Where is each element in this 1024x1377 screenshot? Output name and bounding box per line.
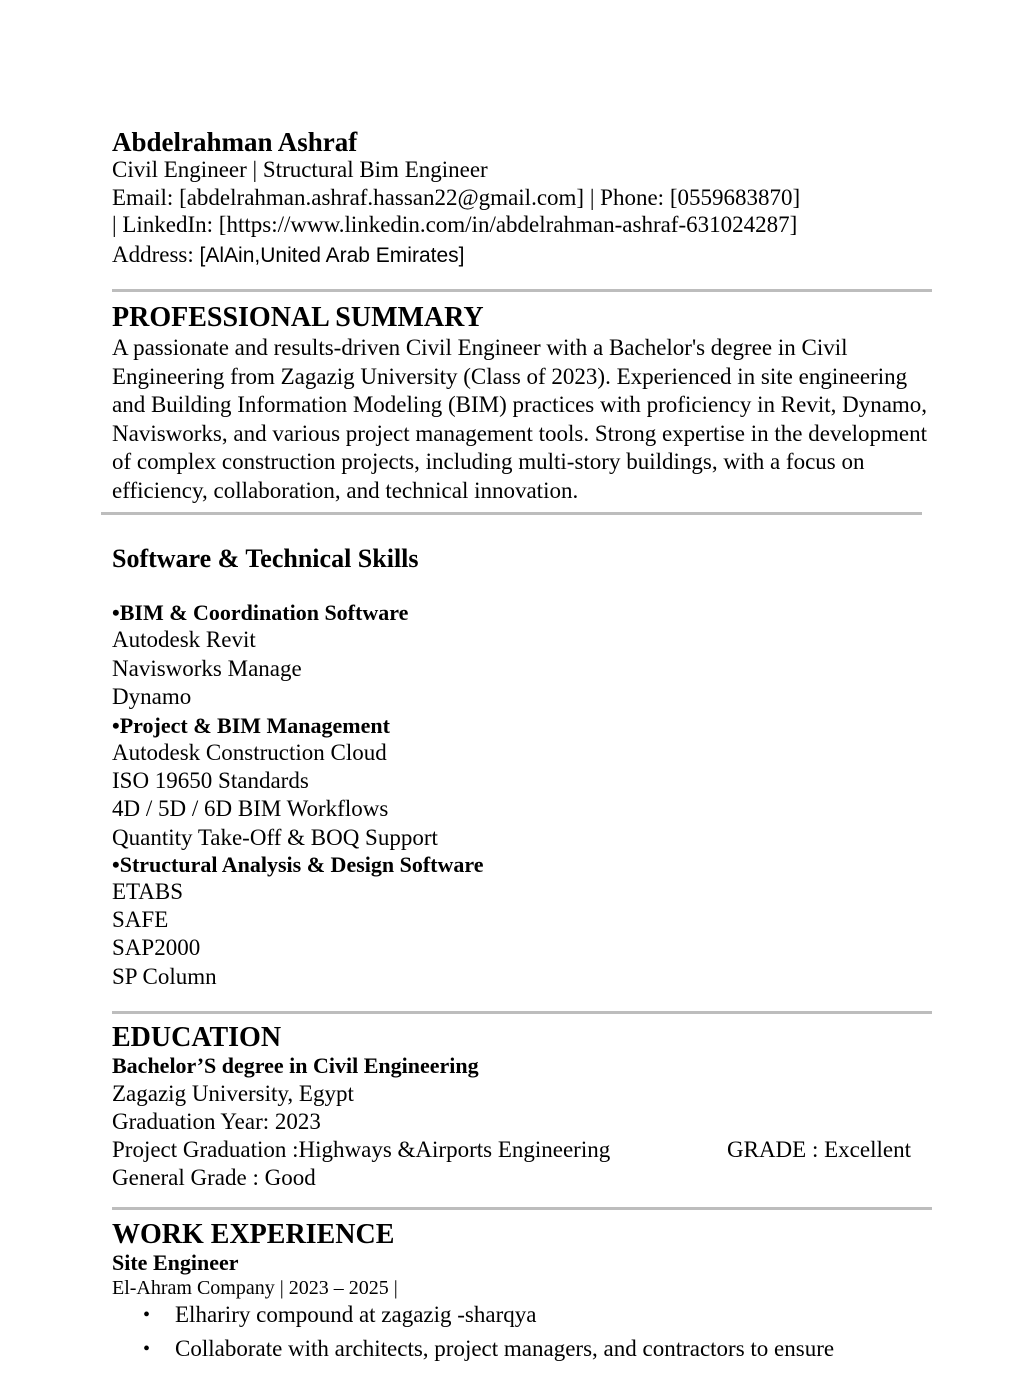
divider-after-summary <box>101 512 922 515</box>
address-line <box>112 243 464 266</box>
general-grade: General Grade : Good <box>112 1165 316 1190</box>
skill-item: SAP2000 <box>112 935 201 960</box>
skill-group-title-structural: •Structural Analysis & Design Software <box>112 852 484 877</box>
skill-item: SAFE <box>112 907 169 932</box>
skill-item: Navisworks Manage <box>112 656 302 681</box>
skills-heading: Software & Technical Skills <box>112 544 419 573</box>
experience-bullet: Elhariry compound at zagazig -sharqya <box>175 1302 537 1327</box>
graduation-project: Project Graduation :Highways &Airports Engineering <box>112 1137 611 1162</box>
summary-heading: PROFESSIONAL SUMMARY <box>112 302 484 333</box>
divider-after-skills <box>112 1011 932 1014</box>
bullet-icon: • <box>143 1338 151 1360</box>
divider-after-education <box>112 1207 932 1210</box>
address-value: [AlAin,United Arab Emirates] <box>199 244 465 267</box>
candidate-name: Abdelrahman Ashraf <box>112 127 358 157</box>
skill-group-title-bim: •BIM & Coordination Software <box>112 600 409 625</box>
university-line: Zagazig University, Egypt <box>112 1081 354 1106</box>
skill-item: Quantity Take-Off & BOQ Support <box>112 825 438 850</box>
skill-item: ISO 19650 Standards <box>112 768 309 793</box>
summary-text: A passionate and results-driven Civil Engineer with a Bachelor's degree in Civil Engineering from Zagazig University (Class of 2023). Experienced in site engineering and Building Information Modeling (BIM) practices with proficiency in Revit, Dynamo, Navisworks, and various project management tools. Strong expertise in the development of complex construction projects, including multi-story buildings, with a focus on efficiency, collaboration, and technical innovation. <box>112 335 928 503</box>
degree-title: Bachelor’S degree in Civil Engineering <box>112 1053 479 1078</box>
address-label: Address: <box>112 242 200 267</box>
skill-item: Autodesk Construction Cloud <box>112 740 387 765</box>
contact-line-email-phone: Email: [abdelrahman.ashraf.hassan22@gmail.com] | Phone: [0559683870] <box>112 185 801 210</box>
skill-item: SP Column <box>112 964 217 989</box>
project-grade: GRADE : Excellent <box>727 1137 911 1162</box>
job-role: Site Engineer <box>112 1250 239 1275</box>
experience-heading: WORK EXPERIENCE <box>112 1219 395 1250</box>
skill-group-title-management: •Project & BIM Management <box>112 713 390 738</box>
divider-after-header <box>112 289 932 292</box>
contact-line-linkedin: | LinkedIn: [https://www.linkedin.com/in/abdelrahman-ashraf-631024287] <box>112 212 798 237</box>
graduation-year: Graduation Year: 2023 <box>112 1109 321 1134</box>
experience-bullet: Collaborate with architects, project managers, and contractors to ensure <box>175 1336 835 1361</box>
education-heading: EDUCATION <box>112 1022 282 1053</box>
company-line: El-Ahram Company | 2023 – 2025 | <box>112 1277 398 1299</box>
skill-item: Dynamo <box>112 684 192 709</box>
skill-item: ETABS <box>112 879 183 904</box>
skill-item: Autodesk Revit <box>112 627 256 652</box>
job-title: Civil Engineer | Structural Bim Engineer <box>112 157 488 182</box>
skill-item: 4D / 5D / 6D BIM Workflows <box>112 796 389 821</box>
bullet-icon: • <box>143 1304 151 1326</box>
